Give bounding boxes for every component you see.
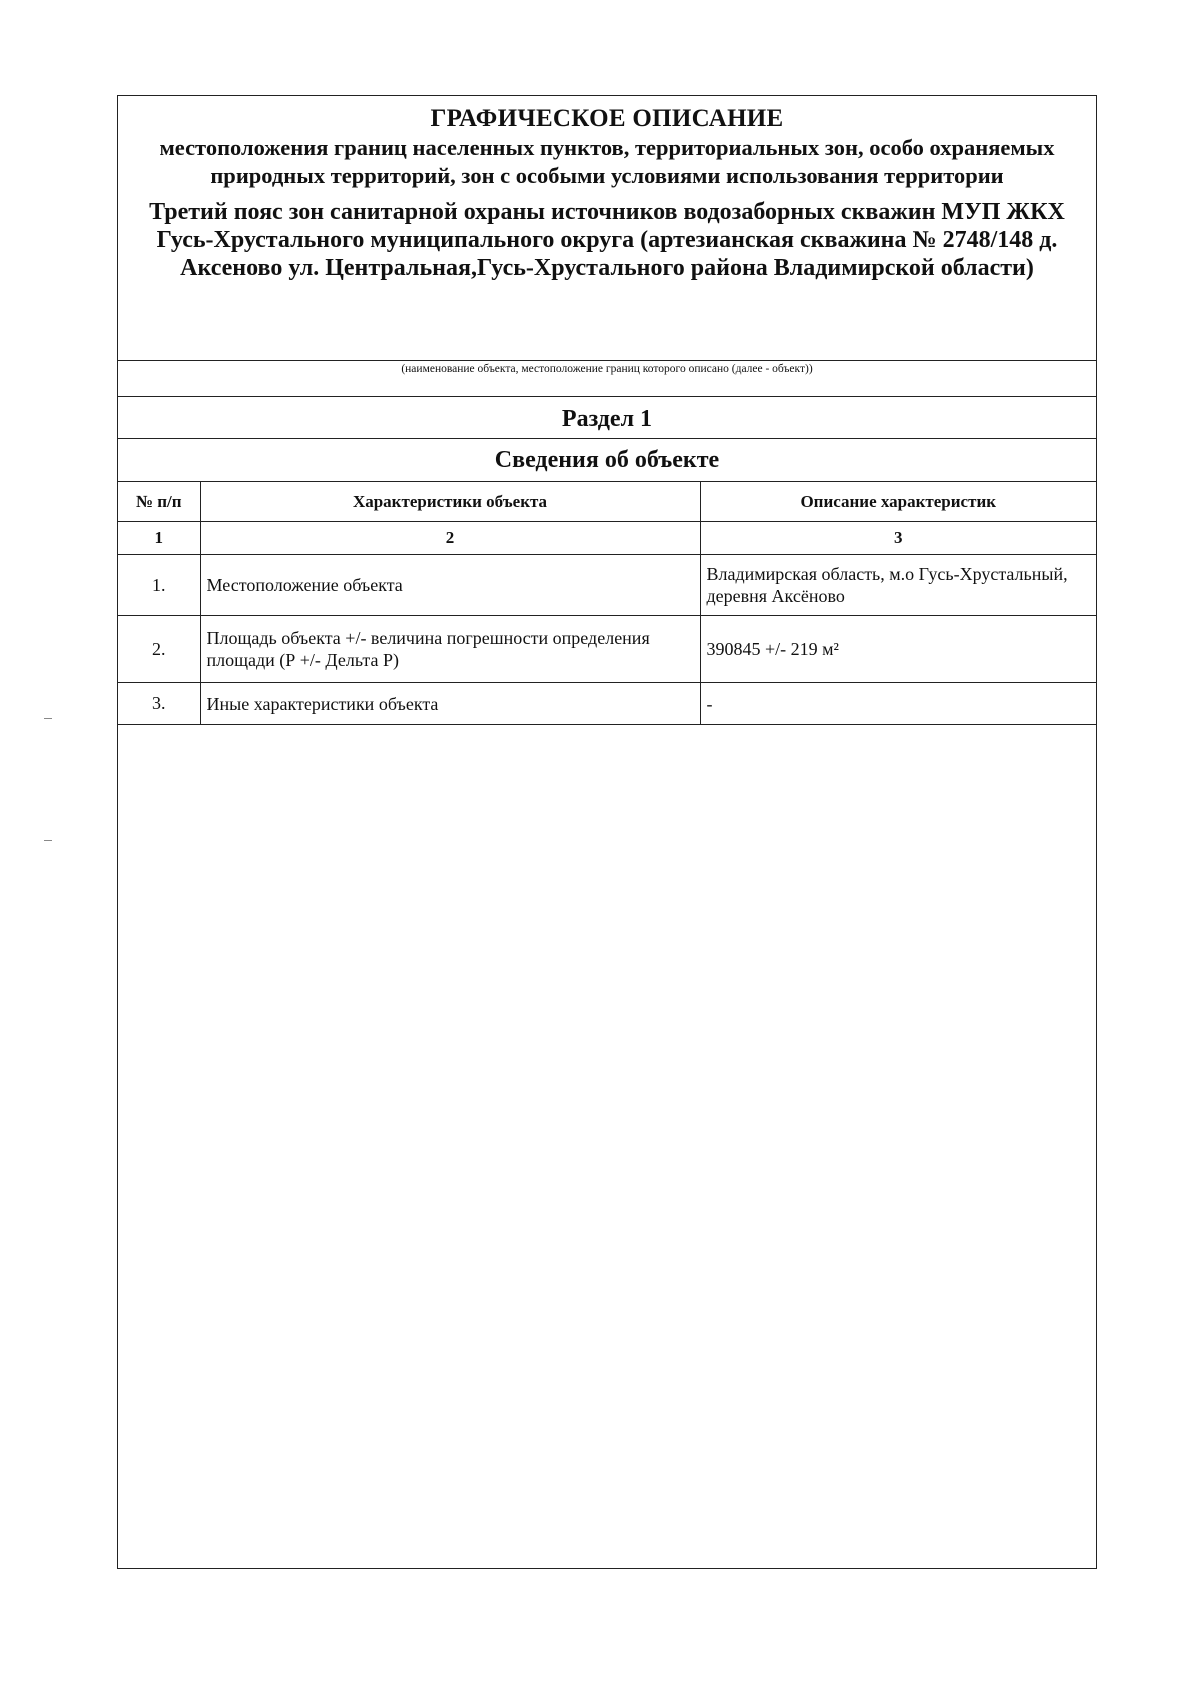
scan-margin-mark bbox=[44, 840, 52, 841]
header-description: Описание характеристик bbox=[700, 482, 1096, 522]
row-description: Владимирская область, м.о Гусь-Хрустальный, деревня Аксёново bbox=[700, 555, 1096, 616]
table-row bbox=[118, 616, 1096, 683]
document-subtitle: местоположения границ населенных пунктов, территориальных зон, особо охраняемых природных территорий, зон с особыми условиями использования территории bbox=[159, 135, 1055, 188]
row-number: 1. bbox=[118, 555, 200, 616]
section-top-divider bbox=[118, 396, 1096, 397]
document-header bbox=[118, 96, 1096, 282]
row-characteristic: Местоположение объекта bbox=[200, 555, 700, 616]
column-index: 3 bbox=[700, 522, 1096, 555]
section-divider bbox=[118, 438, 1096, 439]
table-header-row bbox=[118, 482, 1096, 522]
document-frame bbox=[117, 95, 1097, 1569]
object-name: Третий пояс зон санитарной охраны источников водозаборных скважин МУП ЖКХ Гусь-Хрустального муниципального округа (артезианская скважина № 2748/148 д. Аксеново ул. Центральная,Гусь-Хрустального района Владимирской области) bbox=[149, 199, 1065, 281]
object-name-divider bbox=[118, 360, 1096, 361]
row-characteristic: Иные характеристики объекта bbox=[200, 683, 700, 725]
table-row bbox=[118, 683, 1096, 725]
document-title: ГРАФИЧЕСКОЕ ОПИСАНИЕ bbox=[430, 105, 784, 132]
row-description: - bbox=[700, 683, 1096, 725]
header-number: № п/п bbox=[118, 482, 200, 522]
section-title: Раздел 1 bbox=[561, 406, 653, 432]
row-characteristic: Площадь объекта +/- величина погрешности определения площади (Р +/- Дельта Р) bbox=[200, 616, 700, 683]
section-heading: Сведения об объекте bbox=[494, 447, 720, 473]
column-index-row bbox=[118, 522, 1096, 555]
column-index: 1 bbox=[118, 522, 200, 555]
table-row bbox=[118, 555, 1096, 616]
row-description: 390845 +/- 219 м² bbox=[700, 616, 1096, 683]
object-info-table bbox=[118, 481, 1096, 725]
row-number: 2. bbox=[118, 616, 200, 683]
header-characteristic: Характеристики объекта bbox=[200, 482, 700, 522]
column-index: 2 bbox=[200, 522, 700, 555]
row-number: 3. bbox=[118, 683, 200, 725]
object-name-caption: (наименование объекта, местоположение границ которого описано (далее - объект)) bbox=[401, 363, 813, 375]
scan-margin-mark bbox=[44, 718, 52, 719]
